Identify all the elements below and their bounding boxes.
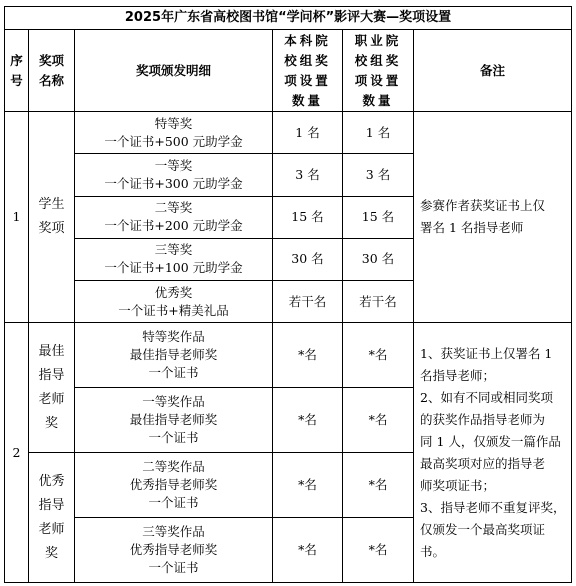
note-line: 仅颁发一个最高奖项证 xyxy=(420,521,546,537)
award-detail-line: 二等奖作品 xyxy=(142,459,205,475)
subname-line: 指导 xyxy=(38,367,65,383)
undergrad-count: *名 xyxy=(273,518,343,583)
subname-line: 老师 xyxy=(38,521,65,537)
award-detail-line: 一个证书+500 元助学金 xyxy=(104,133,243,149)
award-detail-line: 最佳指导老师奖 xyxy=(129,412,218,428)
award-detail-line: 一个证书+精美礼品 xyxy=(118,302,229,318)
header-seq-line: 号 xyxy=(10,72,23,88)
subname-line: 指导 xyxy=(38,497,65,513)
award-detail-line: 特等奖作品 xyxy=(142,329,205,345)
award-detail-line: 一个证书+300 元助学金 xyxy=(104,175,243,191)
subname-line: 老师 xyxy=(38,391,65,407)
group-note xyxy=(414,112,572,323)
undergrad-count: 3 名 xyxy=(273,154,343,196)
note-line: 书。 xyxy=(420,543,446,559)
header-vocational-count xyxy=(343,30,414,112)
header-note: 备注 xyxy=(414,30,572,112)
award-detail-line: 一个证书 xyxy=(148,430,199,446)
undergrad-count: 1 名 xyxy=(273,112,343,154)
header-seq xyxy=(5,30,29,112)
note-line: 的获奖作品指导老师为 xyxy=(420,411,546,427)
award-detail xyxy=(75,112,273,154)
award-detail-line: 三等奖 xyxy=(154,242,193,258)
note-line: 同 1 人，仅颁发一篇作品 xyxy=(420,433,561,449)
header-detail: 奖项颁发明细 xyxy=(75,30,273,112)
award-table xyxy=(4,6,572,583)
award-detail-line: 一个证书+100 元助学金 xyxy=(104,260,243,276)
award-detail xyxy=(75,238,273,280)
header-undergrad-count xyxy=(273,30,343,112)
note-line: 参赛作者获奖证书上仅 xyxy=(420,198,546,214)
award-detail xyxy=(75,388,273,453)
note-line: 师奖项证书； xyxy=(420,477,496,493)
subname-line: 奖 xyxy=(44,415,58,431)
undergrad-count: 15 名 xyxy=(273,196,343,238)
vocational-count: *名 xyxy=(343,323,414,388)
award-detail-line: 特等奖 xyxy=(154,115,193,131)
award-detail xyxy=(75,154,273,196)
award-detail-line: 一个证书 xyxy=(148,495,199,511)
subname-line: 最佳 xyxy=(38,343,65,359)
vocational-count: 若干名 xyxy=(343,281,414,323)
note-line: 2、如有不同或相同奖项 xyxy=(420,389,553,405)
group-seq: 1 xyxy=(5,112,29,323)
vocational-count: *名 xyxy=(343,388,414,453)
subname-line: 优秀 xyxy=(38,473,65,489)
vocational-count: *名 xyxy=(343,518,414,583)
header-ug-line: 项设置 xyxy=(284,72,331,88)
award-detail-line: 优秀指导老师奖 xyxy=(129,477,218,493)
note-line: 最高奖项对应的指导老 xyxy=(420,455,546,471)
header-name xyxy=(29,30,75,112)
header-voc-line: 职业院 xyxy=(354,32,402,48)
group-subname xyxy=(29,323,75,453)
award-detail-line: 优秀指导老师奖 xyxy=(129,542,218,557)
award-detail-line: 一个证书 xyxy=(148,560,199,575)
note-line: 署名 1 名指导老师 xyxy=(420,220,524,236)
group-name xyxy=(29,112,75,323)
header-ug-line: 校组奖 xyxy=(284,52,331,68)
award-detail-line: 三等奖作品 xyxy=(142,524,205,539)
header-name-line: 名称 xyxy=(38,72,64,88)
note-line: 3、指导老师不重复评奖， xyxy=(420,499,566,515)
group-name-line: 奖项 xyxy=(38,221,65,237)
group-seq: 2 xyxy=(5,323,29,583)
header-voc-line: 项设置 xyxy=(354,72,402,88)
group-name-line: 学生 xyxy=(38,197,65,213)
award-detail-line: 一个证书+200 元助学金 xyxy=(104,218,243,234)
table-row xyxy=(5,112,572,154)
award-detail-line: 一等奖作品 xyxy=(142,394,205,410)
vocational-count: 3 名 xyxy=(343,154,414,196)
award-detail-line: 最佳指导老师奖 xyxy=(129,347,218,363)
vocational-count: 1 名 xyxy=(343,112,414,154)
award-detail-line: 二等奖 xyxy=(154,200,193,216)
award-detail-line: 优秀奖 xyxy=(154,284,193,300)
group-note xyxy=(414,323,572,583)
vocational-count: 15 名 xyxy=(343,196,414,238)
undergrad-count: 30 名 xyxy=(273,238,343,280)
header-ug-line: 本科院 xyxy=(284,32,331,48)
header-seq-line: 序 xyxy=(10,52,23,68)
header-voc-line: 校组奖 xyxy=(354,52,402,68)
group-subname xyxy=(29,453,75,583)
subname-line: 奖 xyxy=(44,545,58,561)
award-detail-line: 一等奖 xyxy=(154,157,193,173)
table-title: 2025年广东省高校图书馆“学问杯”影评大赛—奖项设置 xyxy=(5,7,572,30)
header-ug-line: 数量 xyxy=(291,92,323,108)
vocational-count: *名 xyxy=(343,453,414,518)
undergrad-count: *名 xyxy=(273,323,343,388)
note-line: 名指导老师； xyxy=(420,367,496,383)
award-detail xyxy=(75,453,273,518)
undergrad-count: *名 xyxy=(273,388,343,453)
table-row xyxy=(5,323,572,388)
award-detail xyxy=(75,518,273,583)
award-detail xyxy=(75,196,273,238)
header-voc-line: 数量 xyxy=(362,92,394,108)
undergrad-count: 若干名 xyxy=(273,281,343,323)
undergrad-count: *名 xyxy=(273,453,343,518)
award-detail-line: 一个证书 xyxy=(148,365,199,381)
award-detail xyxy=(75,281,273,323)
vocational-count: 30 名 xyxy=(343,238,414,280)
note-line: 1、获奖证书上仅署名 1 xyxy=(420,345,553,361)
header-name-line: 奖项 xyxy=(38,52,64,68)
award-detail xyxy=(75,323,273,388)
